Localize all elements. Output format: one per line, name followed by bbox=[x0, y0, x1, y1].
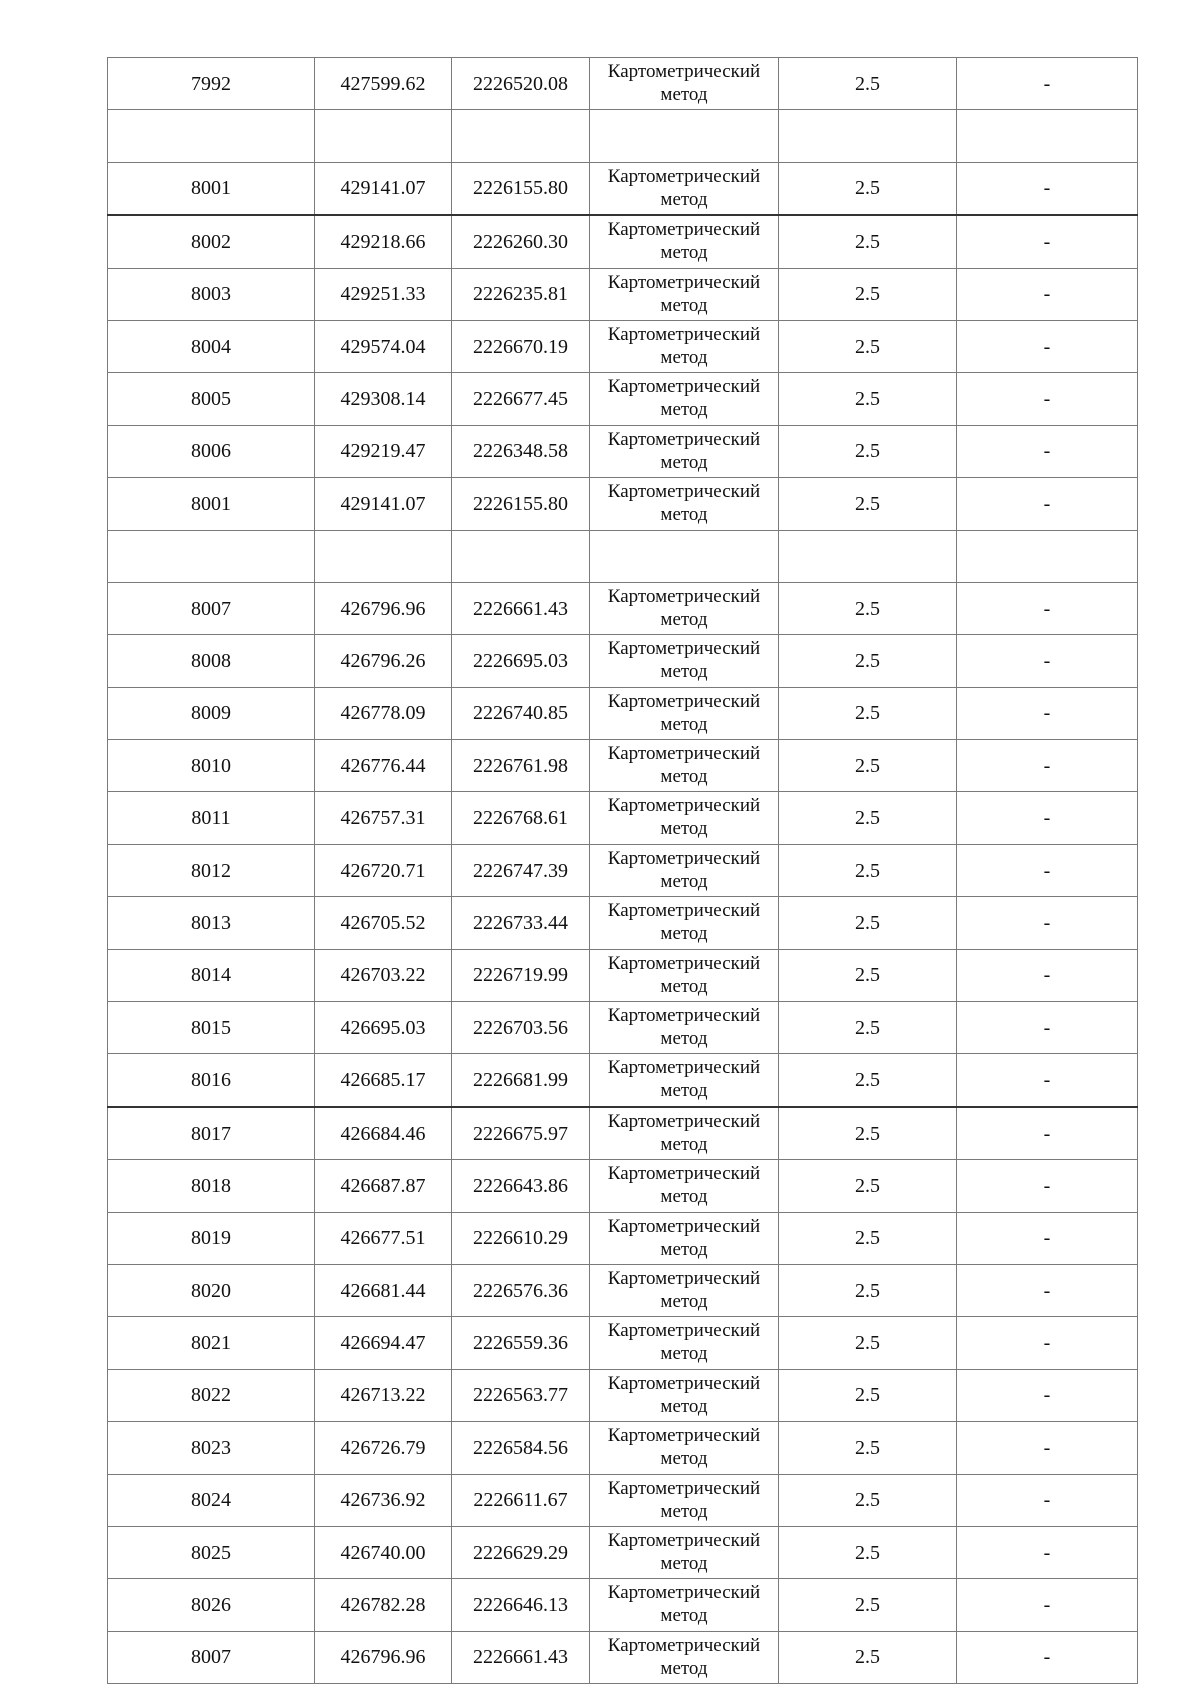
method-line-2: метод bbox=[660, 1080, 708, 1102]
y-coordinate-cell: 2226611.67 bbox=[452, 1474, 590, 1526]
y-coordinate-cell: 2226629.29 bbox=[452, 1526, 590, 1578]
point-number-cell: 8015 bbox=[108, 1002, 315, 1054]
method-line-2: метод bbox=[660, 713, 708, 735]
method-line-1: Картометрический bbox=[607, 1477, 761, 1499]
description-cell: - bbox=[957, 582, 1138, 634]
point-number-cell bbox=[108, 530, 315, 582]
x-coordinate-cell: 426685.17 bbox=[315, 1054, 452, 1107]
method-line-2: метод bbox=[660, 1290, 708, 1312]
accuracy-cell: 2.5 bbox=[779, 792, 957, 844]
method-line-1: Картометрический bbox=[607, 1529, 761, 1551]
y-coordinate-cell: 2226661.43 bbox=[452, 1631, 590, 1683]
method-line-2: метод bbox=[660, 294, 708, 316]
y-coordinate-cell: 2226584.56 bbox=[452, 1422, 590, 1474]
description-cell: - bbox=[957, 58, 1138, 110]
y-coordinate-cell: 2226260.30 bbox=[452, 215, 590, 268]
table-row bbox=[108, 1631, 1138, 1683]
accuracy-cell: 2.5 bbox=[779, 1107, 957, 1160]
method-line-1: Картометрический bbox=[607, 61, 761, 82]
x-coordinate-cell bbox=[315, 530, 452, 582]
x-coordinate-cell: 426757.31 bbox=[315, 792, 452, 844]
method-line-1: Картометрический bbox=[607, 1634, 761, 1656]
accuracy-cell: 2.5 bbox=[779, 425, 957, 477]
x-coordinate-cell: 429574.04 bbox=[315, 320, 452, 372]
x-coordinate-cell: 426726.79 bbox=[315, 1422, 452, 1474]
table-row bbox=[108, 1369, 1138, 1421]
accuracy-cell: 2.5 bbox=[779, 1264, 957, 1316]
method-cell bbox=[590, 1474, 779, 1526]
description-cell: - bbox=[957, 897, 1138, 949]
method-cell bbox=[590, 162, 779, 215]
description-cell: - bbox=[957, 1579, 1138, 1631]
accuracy-cell: 2.5 bbox=[779, 1212, 957, 1264]
point-number-cell: 8017 bbox=[108, 1107, 315, 1160]
description-cell: - bbox=[957, 373, 1138, 425]
method-cell bbox=[590, 1526, 779, 1578]
x-coordinate-cell: 429218.66 bbox=[315, 215, 452, 268]
method-line-2: метод bbox=[660, 1552, 708, 1574]
accuracy-cell bbox=[779, 530, 957, 582]
point-number-cell: 8010 bbox=[108, 740, 315, 792]
accuracy-cell: 2.5 bbox=[779, 687, 957, 739]
table-row bbox=[108, 1526, 1138, 1578]
method-cell bbox=[590, 1264, 779, 1316]
description-cell: - bbox=[957, 162, 1138, 215]
method-line-2: метод bbox=[660, 84, 708, 105]
method-cell bbox=[590, 1422, 779, 1474]
description-cell: - bbox=[957, 1212, 1138, 1264]
y-coordinate-cell: 2226740.85 bbox=[452, 687, 590, 739]
description-cell: - bbox=[957, 740, 1138, 792]
description-cell: - bbox=[957, 1264, 1138, 1316]
method-cell bbox=[590, 58, 779, 110]
point-number-cell: 8001 bbox=[108, 478, 315, 530]
coordinates-table bbox=[107, 57, 1138, 1684]
accuracy-cell: 2.5 bbox=[779, 740, 957, 792]
method-line-1: Картометрический bbox=[607, 219, 761, 241]
description-cell: - bbox=[957, 844, 1138, 896]
x-coordinate-cell: 426713.22 bbox=[315, 1369, 452, 1421]
table-row bbox=[108, 897, 1138, 949]
method-line-1: Картометрический bbox=[607, 1005, 761, 1027]
table-row bbox=[108, 268, 1138, 320]
method-cell bbox=[590, 1107, 779, 1160]
point-number-cell: 8020 bbox=[108, 1264, 315, 1316]
y-coordinate-cell: 2226155.80 bbox=[452, 162, 590, 215]
accuracy-cell: 2.5 bbox=[779, 320, 957, 372]
table-row bbox=[108, 1579, 1138, 1631]
x-coordinate-cell: 426740.00 bbox=[315, 1526, 452, 1578]
method-line-1: Картометрический bbox=[607, 271, 761, 293]
method-line-2: метод bbox=[660, 870, 708, 892]
y-coordinate-cell: 2226695.03 bbox=[452, 635, 590, 687]
method-cell bbox=[590, 687, 779, 739]
method-line-1: Картометрический bbox=[607, 952, 761, 974]
y-coordinate-cell: 2226643.86 bbox=[452, 1160, 590, 1212]
table-row bbox=[108, 1107, 1138, 1160]
table-row bbox=[108, 425, 1138, 477]
x-coordinate-cell: 429141.07 bbox=[315, 478, 452, 530]
method-line-2: метод bbox=[660, 1605, 708, 1627]
y-coordinate-cell: 2226719.99 bbox=[452, 949, 590, 1001]
accuracy-cell: 2.5 bbox=[779, 635, 957, 687]
table-row bbox=[108, 373, 1138, 425]
method-cell bbox=[590, 373, 779, 425]
method-line-2: метод bbox=[660, 1395, 708, 1417]
method-line-1: Картометрический bbox=[607, 847, 761, 869]
y-coordinate-cell: 2226761.98 bbox=[452, 740, 590, 792]
y-coordinate-cell: 2226661.43 bbox=[452, 582, 590, 634]
method-line-2: метод bbox=[660, 975, 708, 997]
table-row bbox=[108, 1212, 1138, 1264]
accuracy-cell: 2.5 bbox=[779, 1317, 957, 1369]
accuracy-cell bbox=[779, 110, 957, 162]
table-row bbox=[108, 844, 1138, 896]
method-line-1: Картометрический bbox=[607, 690, 761, 712]
x-coordinate-cell: 426695.03 bbox=[315, 1002, 452, 1054]
point-number-cell: 8007 bbox=[108, 582, 315, 634]
y-coordinate-cell: 2226559.36 bbox=[452, 1317, 590, 1369]
y-coordinate-cell: 2226675.97 bbox=[452, 1107, 590, 1160]
accuracy-cell: 2.5 bbox=[779, 215, 957, 268]
table-row bbox=[108, 1422, 1138, 1474]
method-line-1: Картометрический bbox=[607, 795, 761, 817]
description-cell: - bbox=[957, 478, 1138, 530]
point-number-cell: 8014 bbox=[108, 949, 315, 1001]
y-coordinate-cell: 2226768.61 bbox=[452, 792, 590, 844]
description-cell: - bbox=[957, 1317, 1138, 1369]
method-line-2: метод bbox=[660, 346, 708, 368]
description-cell: - bbox=[957, 1002, 1138, 1054]
x-coordinate-cell bbox=[315, 110, 452, 162]
method-cell bbox=[590, 582, 779, 634]
description-cell: - bbox=[957, 687, 1138, 739]
y-coordinate-cell: 2226520.08 bbox=[452, 58, 590, 110]
method-line-2: метод bbox=[660, 1186, 708, 1208]
method-line-1: Картометрический bbox=[607, 900, 761, 922]
description-cell: - bbox=[957, 1054, 1138, 1107]
accuracy-cell: 2.5 bbox=[779, 1160, 957, 1212]
method-cell bbox=[590, 320, 779, 372]
method-cell bbox=[590, 1369, 779, 1421]
y-coordinate-cell: 2226681.99 bbox=[452, 1054, 590, 1107]
description-cell: - bbox=[957, 1107, 1138, 1160]
point-number-cell: 8019 bbox=[108, 1212, 315, 1264]
method-line-2: метод bbox=[660, 188, 708, 210]
method-cell bbox=[590, 1212, 779, 1264]
method-cell bbox=[590, 897, 779, 949]
accuracy-cell: 2.5 bbox=[779, 1054, 957, 1107]
description-cell: - bbox=[957, 215, 1138, 268]
accuracy-cell: 2.5 bbox=[779, 1526, 957, 1578]
table-row bbox=[108, 1317, 1138, 1369]
x-coordinate-cell: 427599.62 bbox=[315, 58, 452, 110]
point-number-cell: 8001 bbox=[108, 162, 315, 215]
point-number-cell: 8004 bbox=[108, 320, 315, 372]
method-line-2: метод bbox=[660, 766, 708, 788]
accuracy-cell: 2.5 bbox=[779, 478, 957, 530]
description-cell: - bbox=[957, 1369, 1138, 1421]
point-number-cell: 8024 bbox=[108, 1474, 315, 1526]
method-line-1: Картометрический bbox=[607, 376, 761, 398]
method-cell bbox=[590, 478, 779, 530]
method-cell bbox=[590, 1317, 779, 1369]
description-cell: - bbox=[957, 1160, 1138, 1212]
table-row bbox=[108, 1264, 1138, 1316]
accuracy-cell: 2.5 bbox=[779, 1579, 957, 1631]
accuracy-cell: 2.5 bbox=[779, 1369, 957, 1421]
table-body bbox=[108, 58, 1138, 1684]
table-row bbox=[108, 740, 1138, 792]
method-cell bbox=[590, 740, 779, 792]
table-row bbox=[108, 1160, 1138, 1212]
x-coordinate-cell: 426681.44 bbox=[315, 1264, 452, 1316]
method-cell bbox=[590, 1160, 779, 1212]
description-cell: - bbox=[957, 635, 1138, 687]
x-coordinate-cell: 426796.96 bbox=[315, 1631, 452, 1683]
y-coordinate-cell: 2226733.44 bbox=[452, 897, 590, 949]
method-line-1: Картометрический bbox=[607, 428, 761, 450]
method-line-2: метод bbox=[660, 1238, 708, 1260]
method-line-2: метод bbox=[660, 661, 708, 683]
point-number-cell: 8025 bbox=[108, 1526, 315, 1578]
method-line-2: метод bbox=[660, 1343, 708, 1365]
method-line-1: Картометрический bbox=[607, 1372, 761, 1394]
point-number-cell: 8016 bbox=[108, 1054, 315, 1107]
x-coordinate-cell: 426694.47 bbox=[315, 1317, 452, 1369]
x-coordinate-cell: 426796.26 bbox=[315, 635, 452, 687]
description-cell: - bbox=[957, 268, 1138, 320]
point-number-cell: 8007 bbox=[108, 1631, 315, 1683]
method-cell bbox=[590, 1054, 779, 1107]
y-coordinate-cell: 2226646.13 bbox=[452, 1579, 590, 1631]
method-cell bbox=[590, 792, 779, 844]
table-row bbox=[108, 687, 1138, 739]
accuracy-cell: 2.5 bbox=[779, 897, 957, 949]
method-line-2: метод bbox=[660, 451, 708, 473]
x-coordinate-cell: 429219.47 bbox=[315, 425, 452, 477]
accuracy-cell: 2.5 bbox=[779, 1422, 957, 1474]
x-coordinate-cell: 426778.09 bbox=[315, 687, 452, 739]
x-coordinate-cell: 429251.33 bbox=[315, 268, 452, 320]
description-cell bbox=[957, 110, 1138, 162]
y-coordinate-cell: 2226610.29 bbox=[452, 1212, 590, 1264]
method-line-2: метод bbox=[660, 1133, 708, 1155]
point-number-cell: 8006 bbox=[108, 425, 315, 477]
accuracy-cell: 2.5 bbox=[779, 582, 957, 634]
method-line-1: Картометрический bbox=[607, 1582, 761, 1604]
x-coordinate-cell: 426796.96 bbox=[315, 582, 452, 634]
method-cell bbox=[590, 530, 779, 582]
y-coordinate-cell: 2226348.58 bbox=[452, 425, 590, 477]
accuracy-cell: 2.5 bbox=[779, 949, 957, 1001]
x-coordinate-cell: 426720.71 bbox=[315, 844, 452, 896]
point-number-cell: 8008 bbox=[108, 635, 315, 687]
method-line-2: метод bbox=[660, 399, 708, 421]
description-cell: - bbox=[957, 949, 1138, 1001]
point-number-cell: 8023 bbox=[108, 1422, 315, 1474]
method-line-2: метод bbox=[660, 1500, 708, 1522]
method-line-1: Картометрический bbox=[607, 481, 761, 503]
method-line-2: метод bbox=[660, 504, 708, 526]
y-coordinate-cell: 2226670.19 bbox=[452, 320, 590, 372]
table-row bbox=[108, 478, 1138, 530]
method-line-2: метод bbox=[660, 1448, 708, 1470]
x-coordinate-cell: 426703.22 bbox=[315, 949, 452, 1001]
method-line-1: Картометрический bbox=[607, 638, 761, 660]
point-number-cell: 7992 bbox=[108, 58, 315, 110]
y-coordinate-cell: 2226155.80 bbox=[452, 478, 590, 530]
accuracy-cell: 2.5 bbox=[779, 373, 957, 425]
x-coordinate-cell: 429308.14 bbox=[315, 373, 452, 425]
table-row bbox=[108, 635, 1138, 687]
table-row bbox=[108, 1054, 1138, 1107]
x-coordinate-cell: 426782.28 bbox=[315, 1579, 452, 1631]
method-line-1: Картометрический bbox=[607, 1267, 761, 1289]
method-line-1: Картометрический bbox=[607, 165, 761, 187]
method-line-1: Картометрический bbox=[607, 323, 761, 345]
x-coordinate-cell: 426677.51 bbox=[315, 1212, 452, 1264]
method-line-2: метод bbox=[660, 242, 708, 264]
method-line-2: метод bbox=[660, 1028, 708, 1050]
y-coordinate-cell bbox=[452, 530, 590, 582]
method-cell bbox=[590, 215, 779, 268]
point-number-cell: 8022 bbox=[108, 1369, 315, 1421]
table-row bbox=[108, 1002, 1138, 1054]
table-row bbox=[108, 58, 1138, 110]
x-coordinate-cell: 426776.44 bbox=[315, 740, 452, 792]
x-coordinate-cell: 426684.46 bbox=[315, 1107, 452, 1160]
accuracy-cell: 2.5 bbox=[779, 268, 957, 320]
y-coordinate-cell bbox=[452, 110, 590, 162]
method-line-2: метод bbox=[660, 608, 708, 630]
method-cell bbox=[590, 1579, 779, 1631]
x-coordinate-cell: 426705.52 bbox=[315, 897, 452, 949]
method-line-1: Картометрический bbox=[607, 1110, 761, 1132]
x-coordinate-cell: 429141.07 bbox=[315, 162, 452, 215]
accuracy-cell: 2.5 bbox=[779, 58, 957, 110]
method-line-2: метод bbox=[660, 1657, 708, 1679]
point-number-cell: 8012 bbox=[108, 844, 315, 896]
description-cell: - bbox=[957, 1631, 1138, 1683]
method-cell bbox=[590, 844, 779, 896]
table-row bbox=[108, 215, 1138, 268]
method-cell bbox=[590, 1631, 779, 1683]
point-number-cell: 8011 bbox=[108, 792, 315, 844]
method-line-1: Картометрический bbox=[607, 1320, 761, 1342]
description-cell: - bbox=[957, 792, 1138, 844]
accuracy-cell: 2.5 bbox=[779, 1631, 957, 1683]
description-cell: - bbox=[957, 425, 1138, 477]
y-coordinate-cell: 2226235.81 bbox=[452, 268, 590, 320]
point-number-cell: 8005 bbox=[108, 373, 315, 425]
y-coordinate-cell: 2226703.56 bbox=[452, 1002, 590, 1054]
table-row-empty bbox=[108, 530, 1138, 582]
x-coordinate-cell: 426736.92 bbox=[315, 1474, 452, 1526]
method-line-1: Картометрический bbox=[607, 1057, 761, 1079]
accuracy-cell: 2.5 bbox=[779, 1002, 957, 1054]
method-cell bbox=[590, 635, 779, 687]
point-number-cell: 8021 bbox=[108, 1317, 315, 1369]
method-line-1: Картометрический bbox=[607, 1163, 761, 1185]
method-cell bbox=[590, 268, 779, 320]
x-coordinate-cell: 426687.87 bbox=[315, 1160, 452, 1212]
description-cell: - bbox=[957, 320, 1138, 372]
table-row bbox=[108, 320, 1138, 372]
description-cell bbox=[957, 530, 1138, 582]
table-row bbox=[108, 949, 1138, 1001]
y-coordinate-cell: 2226563.77 bbox=[452, 1369, 590, 1421]
table-row bbox=[108, 1474, 1138, 1526]
y-coordinate-cell: 2226677.45 bbox=[452, 373, 590, 425]
point-number-cell: 8003 bbox=[108, 268, 315, 320]
y-coordinate-cell: 2226576.36 bbox=[452, 1264, 590, 1316]
method-line-1: Картометрический bbox=[607, 1425, 761, 1447]
y-coordinate-cell: 2226747.39 bbox=[452, 844, 590, 896]
accuracy-cell: 2.5 bbox=[779, 844, 957, 896]
method-line-1: Картометрический bbox=[607, 743, 761, 765]
method-cell bbox=[590, 110, 779, 162]
point-number-cell bbox=[108, 110, 315, 162]
point-number-cell: 8013 bbox=[108, 897, 315, 949]
table-row bbox=[108, 792, 1138, 844]
method-cell bbox=[590, 949, 779, 1001]
table-row-empty bbox=[108, 110, 1138, 162]
method-line-1: Картометрический bbox=[607, 585, 761, 607]
point-number-cell: 8018 bbox=[108, 1160, 315, 1212]
description-cell: - bbox=[957, 1422, 1138, 1474]
method-line-1: Картометрический bbox=[607, 1215, 761, 1237]
table-row bbox=[108, 582, 1138, 634]
description-cell: - bbox=[957, 1474, 1138, 1526]
description-cell: - bbox=[957, 1526, 1138, 1578]
accuracy-cell: 2.5 bbox=[779, 1474, 957, 1526]
method-line-2: метод bbox=[660, 923, 708, 945]
point-number-cell: 8026 bbox=[108, 1579, 315, 1631]
table-row bbox=[108, 162, 1138, 215]
method-cell bbox=[590, 425, 779, 477]
accuracy-cell: 2.5 bbox=[779, 162, 957, 215]
point-number-cell: 8002 bbox=[108, 215, 315, 268]
method-cell bbox=[590, 1002, 779, 1054]
method-line-2: метод bbox=[660, 818, 708, 840]
point-number-cell: 8009 bbox=[108, 687, 315, 739]
